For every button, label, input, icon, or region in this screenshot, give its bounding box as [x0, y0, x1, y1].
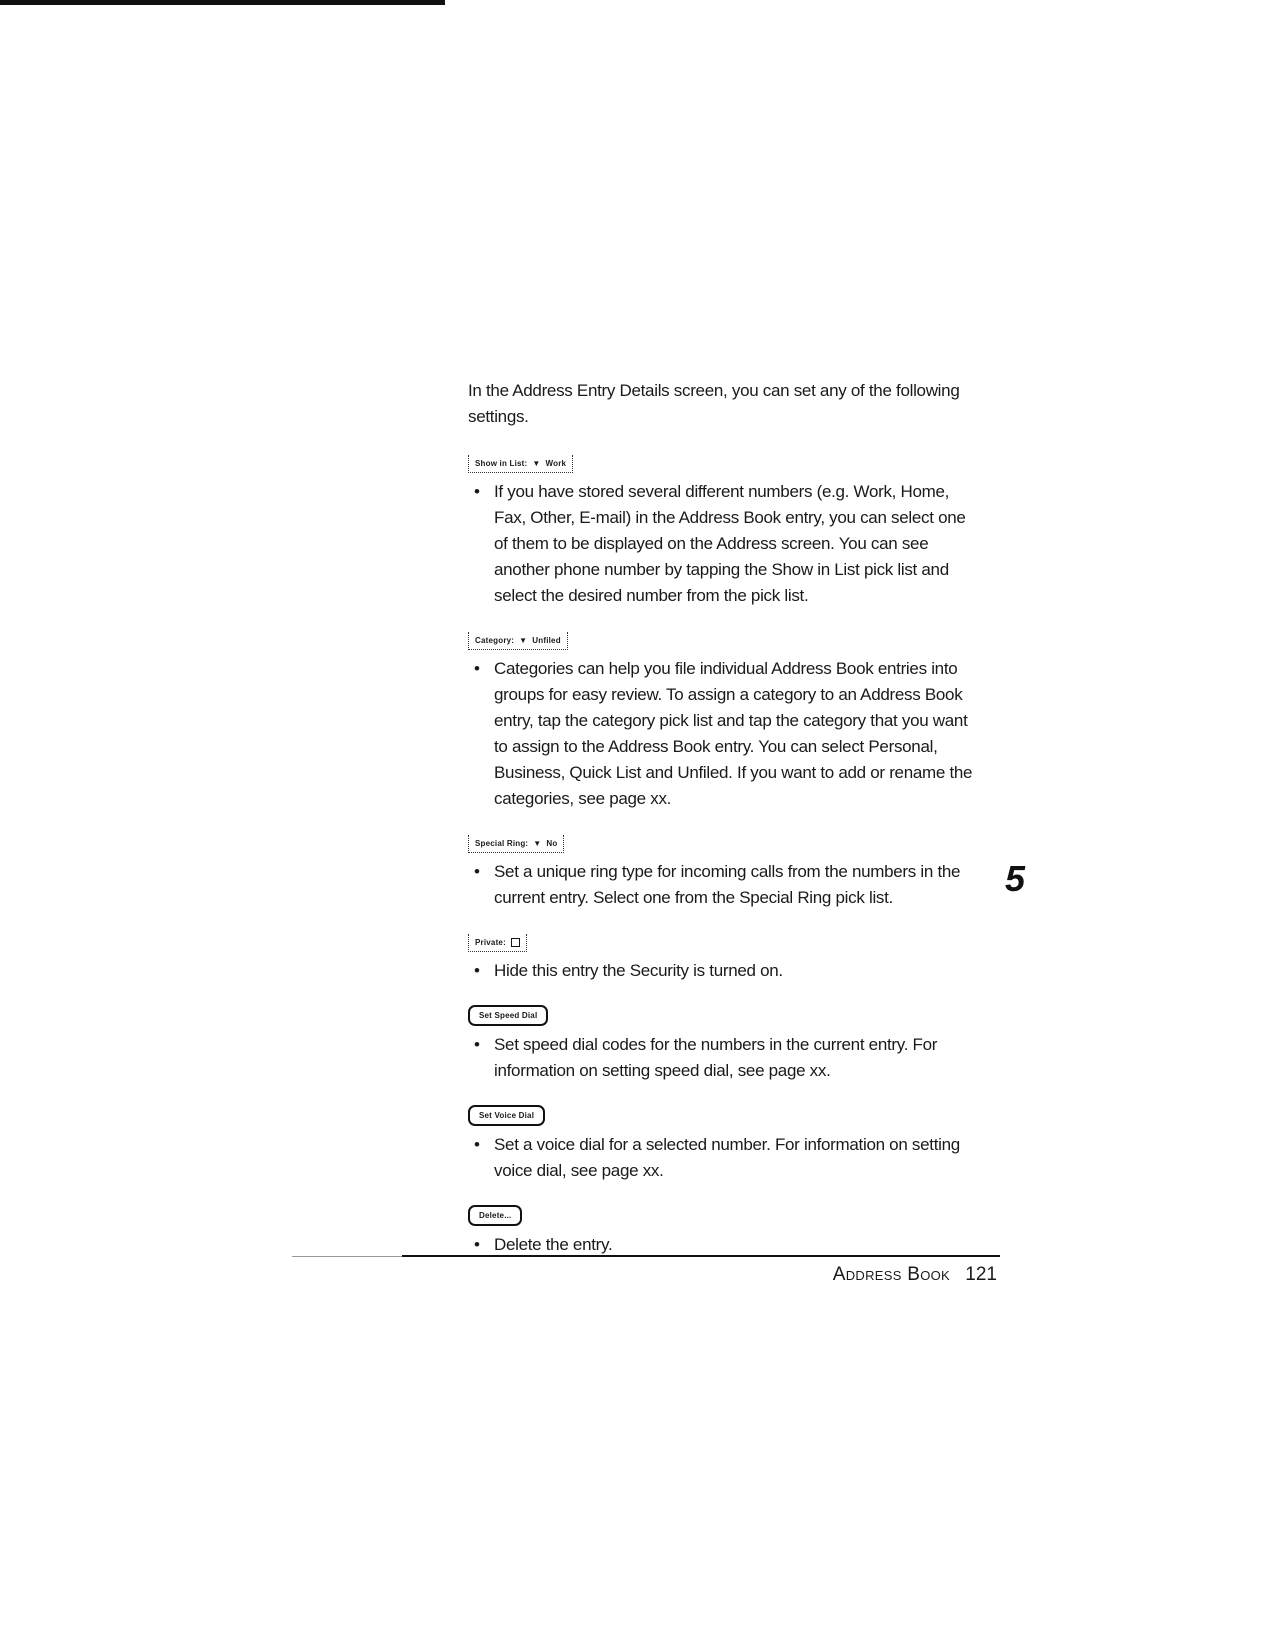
- voice-dial-description: • Set a voice dial for a selected number. For information on setting voice dial, see page xx.: [474, 1132, 978, 1184]
- speed-dial-description: • Set speed dial codes for the numbers in the current entry. For information on setting speed dial, see page xx.: [474, 1032, 978, 1084]
- footer-rule-dark: [402, 1255, 1000, 1257]
- dropdown-triangle-icon: ▼: [519, 636, 528, 645]
- top-rule: [0, 0, 445, 5]
- category-picker[interactable]: [468, 632, 568, 650]
- category-description: • Categories can help you file individual Address Book entries into groups for easy review. To assign a category to an Address Book entry, tap the category pick list and tap the category that you want to assign to the Address Book entry. You can select Personal, Business, Quick List and Unfiled. If you want to add or rename the categories, see page xx.: [474, 656, 978, 812]
- setting-category: [468, 625, 978, 812]
- private-description: • Hide this entry the Security is turned on.: [474, 958, 978, 984]
- special-ring-picker[interactable]: [468, 835, 564, 853]
- show-in-list-picker[interactable]: [468, 455, 573, 473]
- footer-rule: [292, 1255, 1000, 1257]
- page-number: 121: [965, 1264, 997, 1285]
- set-speed-dial-button[interactable]: Set Speed Dial: [468, 1005, 548, 1026]
- footer-rule-light: [292, 1256, 402, 1257]
- private-checkbox-widget[interactable]: [468, 934, 527, 952]
- footer-section-name: Address Book: [832, 1264, 951, 1285]
- dropdown-triangle-icon: ▼: [533, 839, 542, 848]
- page-content: [468, 378, 978, 1274]
- checkbox-icon[interactable]: [511, 938, 520, 947]
- intro-paragraph: In the Address Entry Details screen, you can set any of the following settings.: [468, 381, 960, 426]
- setting-voice-dial: [468, 1100, 978, 1184]
- special-ring-value: No: [546, 839, 558, 848]
- setting-show-in-list: [468, 448, 978, 609]
- page-footer: [833, 1264, 997, 1286]
- show-in-list-value: Work: [545, 459, 567, 468]
- category-value: Unfiled: [532, 636, 561, 645]
- setting-speed-dial: [468, 1000, 978, 1084]
- setting-private: [468, 927, 978, 984]
- setting-special-ring: [468, 828, 978, 911]
- delete-description: • Delete the entry.: [474, 1232, 978, 1258]
- delete-button[interactable]: Delete...: [468, 1205, 522, 1226]
- show-in-list-description: • If you have stored several different numbers (e.g. Work, Home, Fax, Other, E-mail) in the Address Book entry, you can select one of them to be displayed on the Address screen. You can see another phone number by tapping the Show in List pick list and select the desired number from the pick list.: [474, 479, 978, 609]
- set-voice-dial-button[interactable]: Set Voice Dial: [468, 1105, 545, 1126]
- chapter-number: 5: [1005, 858, 1026, 899]
- private-label: Private:: [475, 938, 506, 947]
- show-in-list-label: Show in List:: [475, 459, 528, 468]
- special-ring-label: Special Ring:: [475, 839, 529, 848]
- special-ring-description: • Set a unique ring type for incoming calls from the numbers in the current entry. Select one from the Special Ring pick list.: [474, 859, 978, 911]
- category-label: Category:: [475, 636, 515, 645]
- setting-delete: [468, 1200, 978, 1258]
- dropdown-triangle-icon: ▼: [532, 459, 541, 468]
